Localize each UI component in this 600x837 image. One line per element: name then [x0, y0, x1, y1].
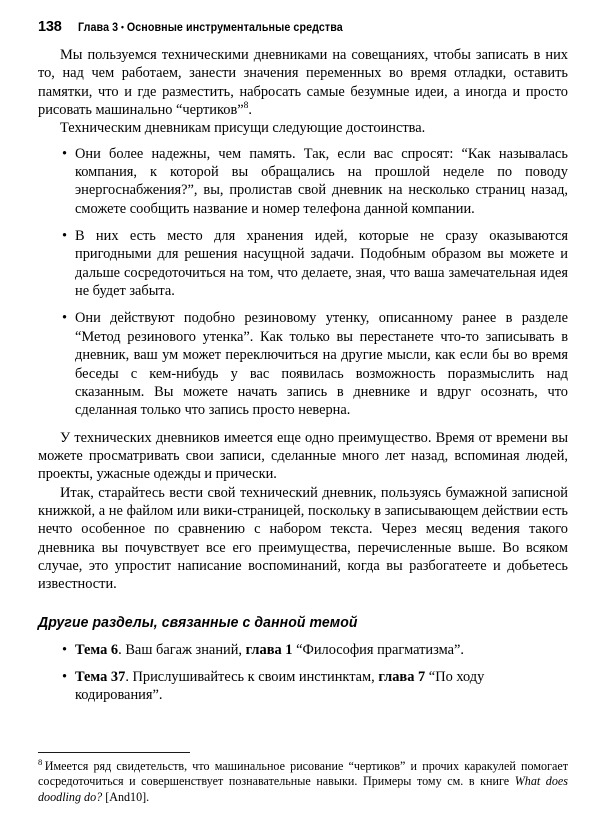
list-item-text: Они действуют подобно резиновому утенку, описанному ранее в разделе “Метод резинового утенка”. Как только вы перестанете что-то записывать в дневник, ваш ум может переключиться на другие мысли, как если бы во время беседы с кем-нибудь у вас появилась возможность поразмыслить над сказанным. Вы можете начать запись в дневнике и вдруг осознать, что сделанная только что запись просто неверна. [75, 310, 568, 419]
list-item [38, 309, 568, 419]
footnote-number: 8 [38, 756, 43, 767]
advantages-list [38, 145, 568, 420]
footnote-separator-rule [38, 752, 190, 753]
topic-text: . Ваш багаж знаний, [118, 641, 246, 658]
list-item-text: В них есть место для хранения идей, которые не сразу оказываются пригодными для решения насущной задачи. Подобным образом вы можете и дальше сосредоточиться на том, что делаете, зная, что ваша замечательная идея не будет забыта. [75, 228, 568, 300]
topic-label[interactable]: Тема 6 [75, 641, 119, 658]
paragraph-2: Техническим дневникам присущи следующие достоинства. [60, 120, 426, 137]
bullet-icon: • [62, 310, 68, 327]
list-item [38, 145, 568, 218]
text-column [38, 46, 568, 705]
chapter-ref-label[interactable]: глава 7 [378, 668, 426, 685]
list-spacer-top [38, 138, 568, 145]
paragraph-1-text: Мы пользуемся техническими дневниками на совещаниях, чтобы записать в них то, над чем работаем, занести значения переменных во время отладки, оставить памятки, что и где разместить, набросать самые безумные идеи, а иногда и просто рисовать машинально “чертиков” [38, 47, 568, 119]
running-head-chapter [78, 22, 343, 34]
list-item [38, 227, 568, 300]
section-spacer [38, 594, 568, 614]
paragraph-3: У технических дневников имеется еще одно преимущество. Время от времени вы можете просматривать свои записи, сделанные много лет назад, вспоминая людей, проекты, ужасные одежды и прически. [38, 429, 568, 483]
chapter-ref-text: “По ходу кодирования”. [75, 668, 485, 704]
related-topics-list [38, 641, 568, 705]
chapter-ref-text: “Философия прагматизма”. [292, 641, 464, 658]
bullet-icon: • [62, 228, 68, 245]
running-head-separator: • [120, 22, 124, 32]
paragraph-1 [38, 46, 568, 119]
running-head [38, 19, 362, 35]
page-number: 138 [38, 19, 62, 35]
section-heading: Другие разделы, связанные с данной темой [38, 614, 358, 631]
list-item [38, 668, 568, 705]
footnote-text-before-title: Имеется ряд свидетельств, что машинальное рисование “чертиков” и прочих каракулей помогает сосредоточиться и совершенствует познавательные навыки. Примеры тому см. в книге [38, 759, 568, 789]
refs-spacer [38, 632, 568, 641]
bullet-icon: • [62, 145, 68, 162]
footnote-text-after-title: [And10]. [102, 789, 150, 804]
list-item-text: Они более надежны, чем память. Так, если вас спросят: “Как называлась компания, к которой вы обращались на прошлой неделе по поводу энергоснабжения?”, вы, пролистав свой дневник на несколько страниц назад, сможете сообщить название и номер телефона данной компании. [75, 145, 568, 217]
chapter-ref-label[interactable]: глава 1 [245, 641, 293, 658]
paragraph-1-tail: . [248, 102, 252, 119]
chapter-label: Глава 3 [77, 22, 118, 34]
paragraph-4: Итак, старайтесь вести свой технический дневник, пользуясь бумажной записной книжкой, а не файлом или вики-страницей, поскольку в записывающем действии есть нечто особенное по сравнению с набором текста. Через месяц ведения такого дневника вы почувствует все его преимущества, перечисленные выше. Во всяком случае, это упростит написание воспоминаний, когда вы разбогатеете и добьетесь известности. [38, 484, 568, 593]
footnote-book-title: What does doodling do? [38, 774, 568, 804]
topic-text: . Прислушивайтесь к своим инстинктам, [125, 668, 379, 685]
bullet-icon: • [62, 668, 68, 685]
list-item [38, 641, 568, 659]
topic-label[interactable]: Тема 37 [75, 668, 126, 685]
chapter-title: Основные инструментальные средства [126, 22, 343, 34]
footnote-area [38, 752, 568, 805]
footnote-8 [38, 756, 568, 805]
list-spacer-bottom [38, 420, 568, 429]
footnote-reference-8[interactable]: 8 [243, 101, 249, 112]
bullet-icon: • [62, 641, 68, 658]
